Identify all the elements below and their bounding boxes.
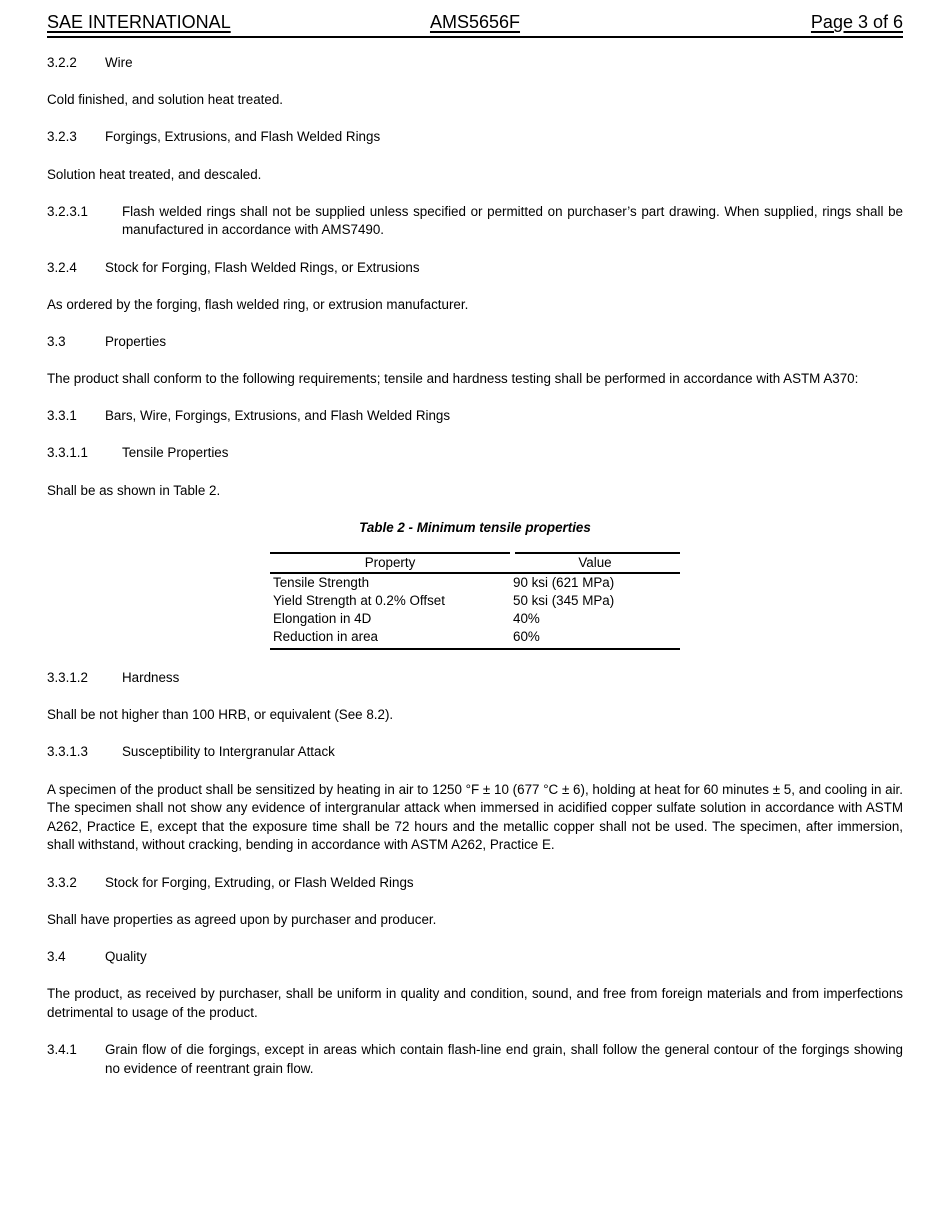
section-title: Stock for Forging, Flash Welded Rings, or Extrusions <box>105 259 420 275</box>
table-row <box>270 610 680 628</box>
section-heading-3-3-1 <box>47 407 903 426</box>
table-row <box>270 573 680 592</box>
section-heading-3-2-3 <box>47 128 903 147</box>
paragraph-3-3: The product shall conform to the following requirements; tensile and hardness testing shall be performed in accordance with ASTM A370: <box>47 371 859 387</box>
column-header-property: Property <box>270 554 510 573</box>
property-cell: Elongation in 4D <box>273 611 372 627</box>
value-cell: 60% <box>510 628 680 649</box>
section-number: 3.3.1 <box>47 408 77 424</box>
section-3-2-3-1 <box>47 203 903 240</box>
paragraph-3-3-2: Shall have properties as agreed upon by purchaser and producer. <box>47 911 437 927</box>
table-header-row <box>270 554 680 573</box>
section-number: 3.2.3 <box>47 129 77 145</box>
section-heading-3-3-1-2 <box>47 669 903 688</box>
paragraph-3-2-2: Cold finished, and solution heat treated. <box>47 92 283 108</box>
table-caption: Table 2 - Minimum tensile properties <box>359 519 591 535</box>
column-header-value: Value <box>510 554 680 573</box>
section-3-4-1 <box>47 1041 903 1078</box>
section-title: Quality <box>105 948 147 964</box>
paragraph-3-3-1-2: Shall be not higher than 100 HRB, or equivalent (See 8.2). <box>47 707 394 723</box>
property-cell: Yield Strength at 0.2% Offset <box>273 593 445 609</box>
paragraph-3-2-3: Solution heat treated, and descaled. <box>47 166 262 182</box>
section-text: Grain flow of die forgings, except in areas which contain flash-line end grain, shall follow the general contour of the forgings showing no evidence of reentrant grain flow. <box>105 1041 903 1076</box>
section-heading-3-3-1-3 <box>47 743 903 762</box>
header-organization: SAE INTERNATIONAL <box>47 12 231 32</box>
section-title: Hardness <box>122 670 180 686</box>
tensile-properties-table <box>270 552 680 650</box>
paragraph-3-3-1-1: Shall be as shown in Table 2. <box>47 482 221 498</box>
table-row <box>270 628 680 649</box>
section-number: 3.4 <box>47 948 66 964</box>
section-heading-3-3 <box>47 333 903 352</box>
property-cell: Tensile Strength <box>273 575 370 591</box>
header-doc-number: AMS5656F <box>429 12 521 32</box>
value-cell: 40% <box>513 611 540 627</box>
table-top-rule <box>270 552 680 554</box>
section-number: 3.4.1 <box>47 1041 77 1057</box>
table-row <box>270 592 680 610</box>
header-page-number: Page 3 of 6 <box>810 12 903 32</box>
section-number: 3.2.2 <box>47 55 77 70</box>
section-title: Tensile Properties <box>122 445 229 461</box>
property-cell: Reduction in area <box>270 628 510 649</box>
section-title: Bars, Wire, Forgings, Extrusions, and Flash Welded Rings <box>105 408 451 424</box>
section-title: Wire <box>105 55 133 70</box>
section-heading-3-3-2 <box>47 874 903 893</box>
section-number: 3.3.2 <box>47 874 77 890</box>
section-title: Stock for Forging, Extruding, or Flash Welded Rings <box>105 874 414 890</box>
section-number: 3.3.1.3 <box>47 744 88 760</box>
section-number: 3.3 <box>47 333 66 349</box>
section-heading-3-3-1-1 <box>47 444 903 463</box>
section-text: Flash welded rings shall not be supplied unless specified or permitted on purchaser’s part drawing. When supplied, rings shall be manufactured in accordance with AMS7490. <box>122 203 903 238</box>
section-heading-3-2-2 <box>47 54 903 73</box>
paragraph-3-3-1-3: A specimen of the product shall be sensitized by heating in air to 1250 °F ± 10 (677 °C ± 6), holding at heat for 60 minutes ± 5, and cooling in air. The specimen shall not show any evidence of intergranular attack when immersed in acidified copper sulfate solution in accordance with ASTM A262, Practice E, except that the exposure time shall be 72 hours and the metallic copper shall not be used. The specimen, after immersion, shall withstand, without cracking, bending in accordance with ASTM A262, Practice E. <box>47 781 903 853</box>
section-number: 3.3.1.1 <box>47 445 88 461</box>
value-cell: 90 ksi (621 MPa) <box>513 575 615 591</box>
section-title: Susceptibility to Intergranular Attack <box>122 744 335 760</box>
section-heading-3-2-4 <box>47 259 903 278</box>
section-heading-3-4 <box>47 948 903 967</box>
paragraph-3-2-4: As ordered by the forging, flash welded ring, or extrusion manufacturer. <box>47 296 469 312</box>
section-title: Forgings, Extrusions, and Flash Welded Rings <box>105 129 381 145</box>
value-cell: 50 ksi (345 MPa) <box>513 593 615 609</box>
page-header <box>47 0 903 38</box>
section-number: 3.3.1.2 <box>47 670 88 686</box>
section-number: 3.2.3.1 <box>47 203 88 219</box>
paragraph-3-4: The product, as received by purchaser, shall be uniform in quality and condition, sound, and free from foreign materials and from imperfections detrimental to usage of the product. <box>47 986 903 1020</box>
section-number: 3.2.4 <box>47 259 77 275</box>
section-title: Properties <box>105 333 167 349</box>
